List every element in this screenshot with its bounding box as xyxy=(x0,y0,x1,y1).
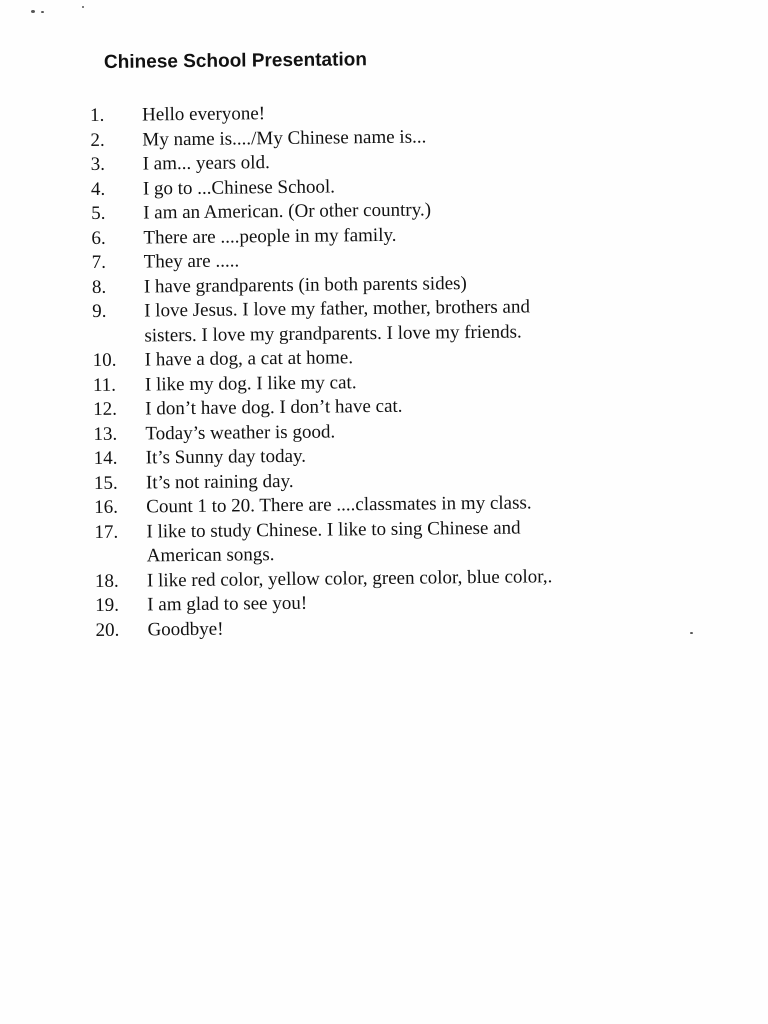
item-text: I am glad to see you! xyxy=(147,592,308,616)
item-text: It’s not raining day. xyxy=(145,470,294,493)
list-item xyxy=(95,613,655,643)
item-text: I am... years old. xyxy=(142,152,270,175)
presentation-list xyxy=(90,98,656,643)
item-number: 13. xyxy=(93,423,118,445)
item-text: Today’s weather is good. xyxy=(145,420,336,444)
item-number: 16. xyxy=(94,496,119,518)
item-text: My name is..../My Chinese name is... xyxy=(142,125,427,150)
item-number: 7. xyxy=(91,251,107,273)
item-number: 12. xyxy=(93,398,118,420)
item-text: They are ..... xyxy=(143,250,240,273)
item-number: 17. xyxy=(94,521,119,543)
item-text: I like red color, yellow color, green color, blue color,. xyxy=(146,565,553,591)
scan-speck xyxy=(690,632,693,634)
item-number: 11. xyxy=(92,374,117,396)
item-text: I don’t have dog. I don’t have cat. xyxy=(145,395,403,420)
item-text: I am an American. (Or other country.) xyxy=(143,199,432,224)
item-text: I like to study Chinese. I like to sing Chinese and American songs. xyxy=(146,517,521,567)
scan-speck xyxy=(82,6,84,8)
item-number: 8. xyxy=(91,276,107,298)
item-text: I like my dog. I like my cat. xyxy=(144,371,357,395)
item-number: 9. xyxy=(92,300,107,322)
item-text: Goodbye! xyxy=(147,618,224,640)
item-text: I go to ...Chinese School. xyxy=(142,175,336,199)
item-number: 18. xyxy=(94,570,119,592)
item-text: I have grandparents (in both parents sides) xyxy=(143,272,467,297)
item-text: Hello everyone! xyxy=(142,103,266,126)
item-number: 14. xyxy=(93,447,118,469)
list-item xyxy=(92,294,652,349)
scan-speck xyxy=(31,10,35,13)
item-text: Count 1 to 20. There are ....classmates in my class. xyxy=(146,492,532,518)
item-text: There are ....people in my family. xyxy=(143,224,397,248)
item-number: 10. xyxy=(92,349,117,371)
item-number: 4. xyxy=(90,178,106,200)
item-number: 15. xyxy=(93,472,118,494)
document-title: Chinese School Presentation xyxy=(103,49,367,73)
item-number: 20. xyxy=(95,619,120,641)
item-number: 2. xyxy=(90,129,105,151)
item-number: 3. xyxy=(90,153,105,175)
scan-speck xyxy=(41,11,44,13)
item-number: 1. xyxy=(90,104,105,126)
item-text: I love Jesus. I love my father, mother, brothers and sisters. I love my grandparents. I love my friends. xyxy=(144,296,531,346)
item-number: 5. xyxy=(91,202,106,224)
item-number: 6. xyxy=(91,227,106,249)
item-text: It’s Sunny day today. xyxy=(145,445,307,469)
item-text: I have a dog, a cat at home. xyxy=(144,347,354,371)
list-item xyxy=(94,515,654,570)
item-number: 19. xyxy=(95,594,120,616)
